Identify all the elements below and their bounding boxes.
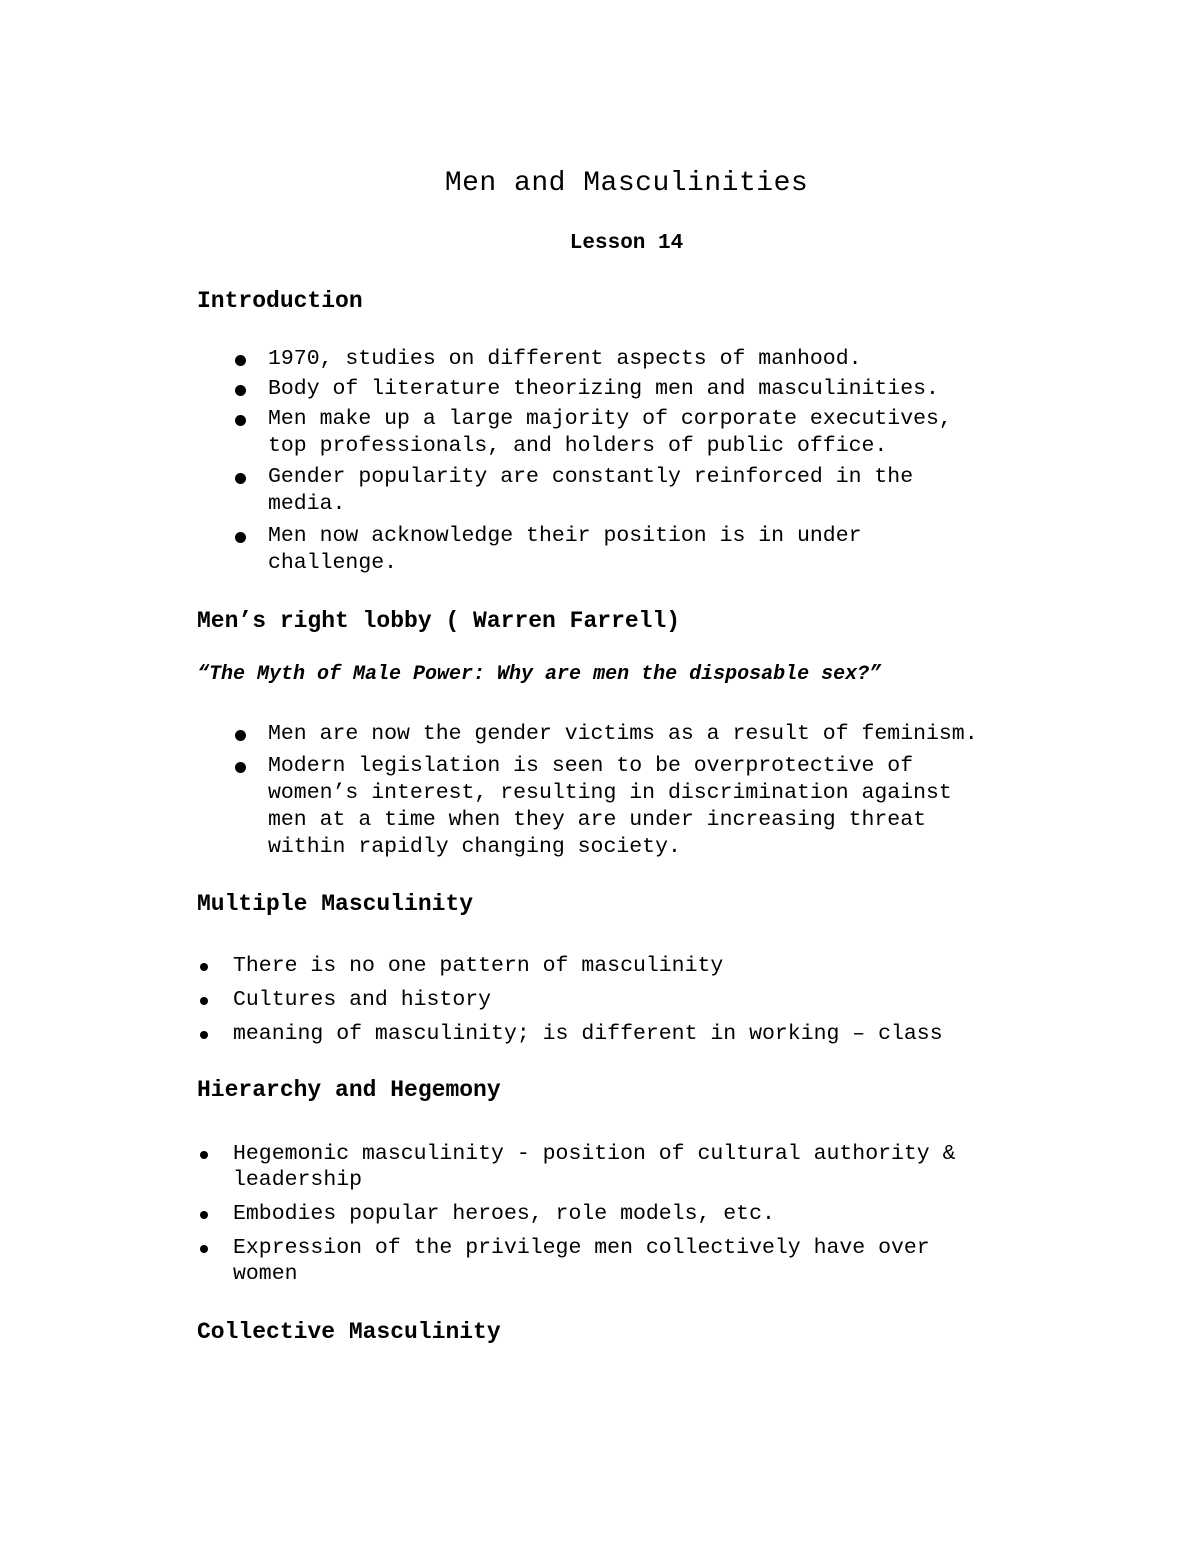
list-item: Body of literature theorizing men and masculinities. xyxy=(268,376,1088,403)
list-item: Gender popularity are constantly reinforced in the media. xyxy=(268,464,1088,518)
list-item: Modern legislation is seen to be overprotective of women’s interest, resulting in discrimination against men at a time when they are under increasing threat within rapidly changing society. xyxy=(268,753,1088,861)
list-item: 1970, studies on different aspects of manhood. xyxy=(268,346,1088,373)
multiple-masculinity-list xyxy=(233,953,1063,1048)
heading-hierarchy-hegemony: Hierarchy and Hegemony xyxy=(197,1077,501,1103)
introduction-list xyxy=(268,346,1088,577)
mens-right-lobby-list xyxy=(268,721,1088,861)
list-item: Men make up a large majority of corporate executives, top professionals, and holders of public office. xyxy=(268,406,1088,460)
list-item: meaning of masculinity; is different in working – class xyxy=(233,1021,1063,1048)
list-item: Cultures and history xyxy=(233,987,1063,1014)
heading-mens-right-lobby: Men’s right lobby ( Warren Farrell) xyxy=(197,608,681,634)
heading-collective-masculinity: Collective Masculinity xyxy=(197,1319,501,1345)
list-item: Men now acknowledge their position is in under challenge. xyxy=(268,523,1088,577)
hierarchy-hegemony-list xyxy=(233,1141,1063,1287)
heading-multiple-masculinity: Multiple Masculinity xyxy=(197,891,474,917)
list-item: Hegemonic masculinity - position of cultural authority & leadership xyxy=(233,1141,1063,1193)
heading-introduction: Introduction xyxy=(197,288,363,314)
list-item: Men are now the gender victims as a result of feminism. xyxy=(268,721,1088,748)
list-item: Expression of the privilege men collectively have over women xyxy=(233,1235,1063,1287)
list-item: There is no one pattern of masculinity xyxy=(233,953,1063,980)
book-quote: “The Myth of Male Power: Why are men the disposable sex?” xyxy=(197,663,882,686)
list-item: Embodies popular heroes, role models, etc. xyxy=(233,1201,1063,1227)
document-title: Men and Masculinities xyxy=(444,168,809,199)
lesson-number: Lesson 14 xyxy=(569,232,684,255)
